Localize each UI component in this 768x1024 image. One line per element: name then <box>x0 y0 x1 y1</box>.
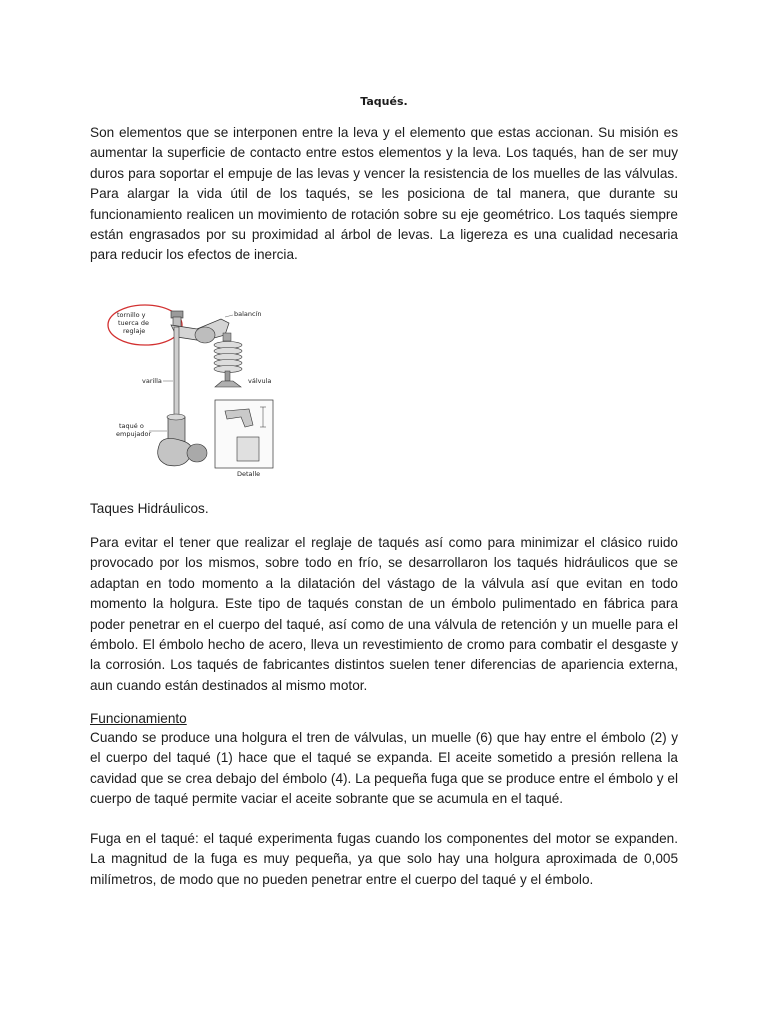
push-rod-shape <box>174 327 179 419</box>
fuga-paragraph: Fuga en el taqué: el taqué experimenta fugas cuando los componentes del motor se expanden. La magnitud de la fuga es muy pequeña, ya que solo hay una holgura aproximada de 0,005 milímetros, de modo que no pueden penetrar entre el cuerpo del taqué y el émbolo. <box>90 831 678 887</box>
page-title: Taqués. <box>360 95 408 108</box>
valve-train-figure <box>105 303 275 481</box>
label-tornillo-3: reglaje <box>123 327 146 335</box>
intro-paragraph: Son elementos que se interponen entre la leva y el elemento que estas accionan. Su misión es aumentar la superficie de contacto entre estos elementos y la leva. Los taqués, han de ser muy duros para soportar el empuje de las levas y vencer la resistencia de los muelles de las válvulas. Para alargar la vida útil de los taqués, se les posiciona de tal manera, que durante su funcionamiento realicen un movimiento de rotación sobre su eje geométrico. Los taqués siempre están engrasados por su proximidad al árbol de levas. La ligereza es una cualidad necesaria para reducir los efectos de inercia. <box>90 125 678 263</box>
funcionamiento-paragraph: Cuando se produce una holgura el tren de válvulas, un muelle (6) que hay entre el émbolo (2) y el cuerpo del taqué (1) hace que el taqué se expanda. El aceite sometido a presión rellena la cavidad que se crea debajo del émbolo (4). La pequeña fuga que se produce entre el émbolo y el cuerpo de taqué permite vaciar el aceite sobrante que se acumula en el taqué. <box>90 730 678 807</box>
valve-spring-shape <box>214 333 242 387</box>
hydraulic-section-title: Taques Hidráulicos. <box>90 501 209 516</box>
label-valvula: válvula <box>248 377 272 385</box>
label-detalle: Detalle <box>237 470 261 478</box>
label-taque-2: empujador <box>116 430 152 438</box>
label-balancin: balancín <box>234 310 262 318</box>
label-tornillo-1: tornillo y <box>117 311 146 319</box>
label-tornillo-2: tuerca de <box>118 319 149 327</box>
funcionamiento-heading: Funcionamiento <box>90 711 187 726</box>
label-taque-1: taqué o <box>119 422 144 430</box>
detail-inset <box>215 400 273 468</box>
label-varilla: varilla <box>142 377 162 385</box>
tappet-cam-shape <box>158 414 207 466</box>
hydraulic-paragraph: Para evitar el tener que realizar el reglaje de taqués así como para minimizar el clásico ruido provocado por los mismos, sobre todo en frío, se desarrollaron los taqués hidráulicos que se adaptan en todo momento a la dilatación del vástago de la válvula así que evitan en todo momento la holgura. Este tipo de taqués constan de un émbolo pulimentado en fábrica para poder penetrar en el cuerpo del taqué, así como de una válvula de retención y un muelle para el émbolo. El émbolo hecho de acero, lleva un revestimiento de cromo para combatir el desgaste y la corrosión. Los taqués de fabricantes distintos suelen tener diferencias de apariencia externa, aun cuando están destinados al mismo motor. <box>90 535 678 693</box>
adjustment-screw-shape <box>171 311 183 327</box>
